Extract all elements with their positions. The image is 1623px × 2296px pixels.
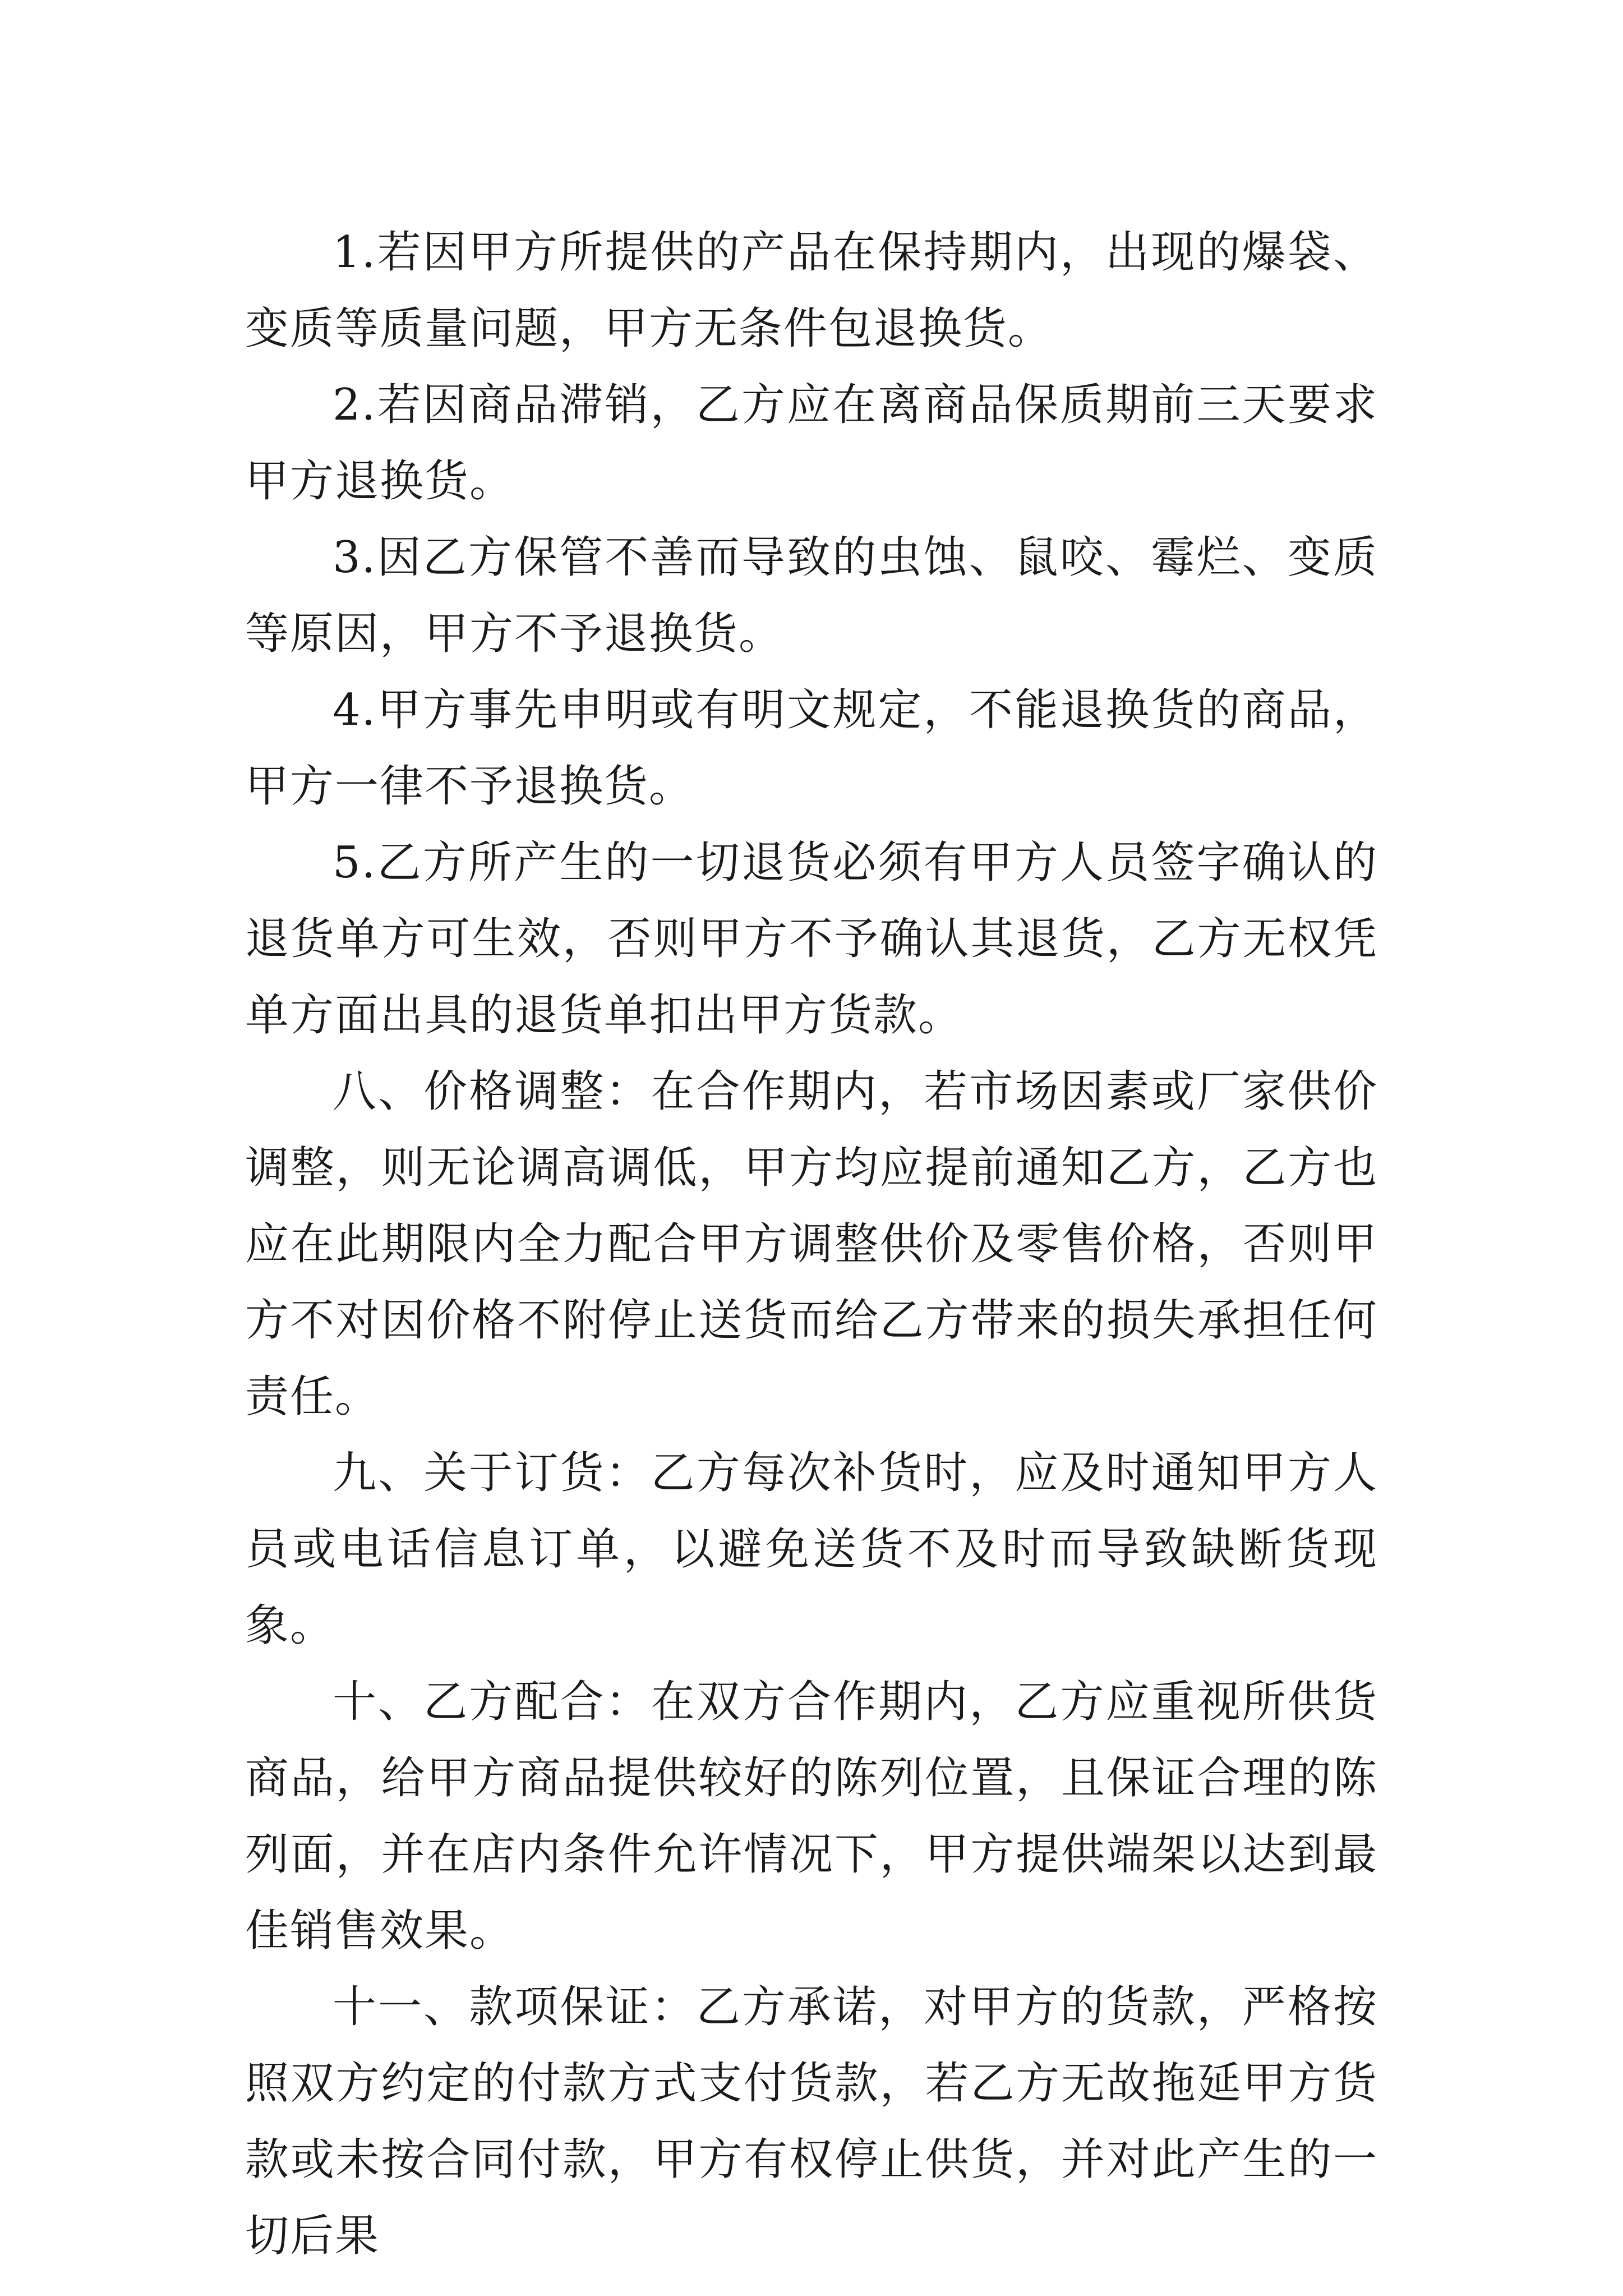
clause-no-return-improper-storage: 3.因乙方保管不善而导致的虫蚀、鼠咬、霉烂、变质等原因，甲方不予退换货。 [245, 532, 1378, 659]
clause-no-return-declared: 4.甲方事先申明或有明文规定，不能退换货的商品，甲方一律不予退换货。 [245, 685, 1378, 812]
clause-payment-guarantee: 十一、款项保证：乙方承诺，对甲方的货款，严格按照双方约定的付款方式支付货款，若乙方无故拖延甲方货款或未按合同付款，甲方有权停止供货，并对此产生的一切后果 [245, 1982, 1378, 2261]
clause-return-quality: 1.若因甲方所提供的产品在保持期内，出现的爆袋、变质等质量问题，甲方无条件包退换货。 [245, 227, 1378, 354]
clause-ordering: 九、关于订货：乙方每次补货时，应及时通知甲方人员或电话信息订单，以避免送货不及时而导致缺断货现象。 [245, 1448, 1378, 1651]
clause-return-signature: 5.乙方所产生的一切退货必须有甲方人员签字确认的退货单方可生效，否则甲方不予确认其退货，乙方无权凭单方面出具的退货单扣出甲方货款。 [245, 838, 1378, 1041]
clause-party-b-cooperation: 十、乙方配合：在双方合作期内，乙方应重视所供货商品，给甲方商品提供较好的陈列位置，且保证合理的陈列面，并在店内条件允许情况下，甲方提供端架以达到最佳销售效果。 [245, 1677, 1378, 1956]
document-body [245, 214, 1378, 2274]
clause-price-adjustment: 八、价格调整：在合作期内，若市场因素或厂家供价调整，则无论调高调低，甲方均应提前通知乙方，乙方也应在此期限内全力配合甲方调整供价及零售价格，否则甲方不对因价格不附停止送货而给乙方带来的损失承担任何责任。 [245, 1066, 1378, 1422]
clause-return-slow-selling: 2.若因商品滞销，乙方应在离商品保质期前三天要求甲方退换货。 [245, 380, 1378, 507]
